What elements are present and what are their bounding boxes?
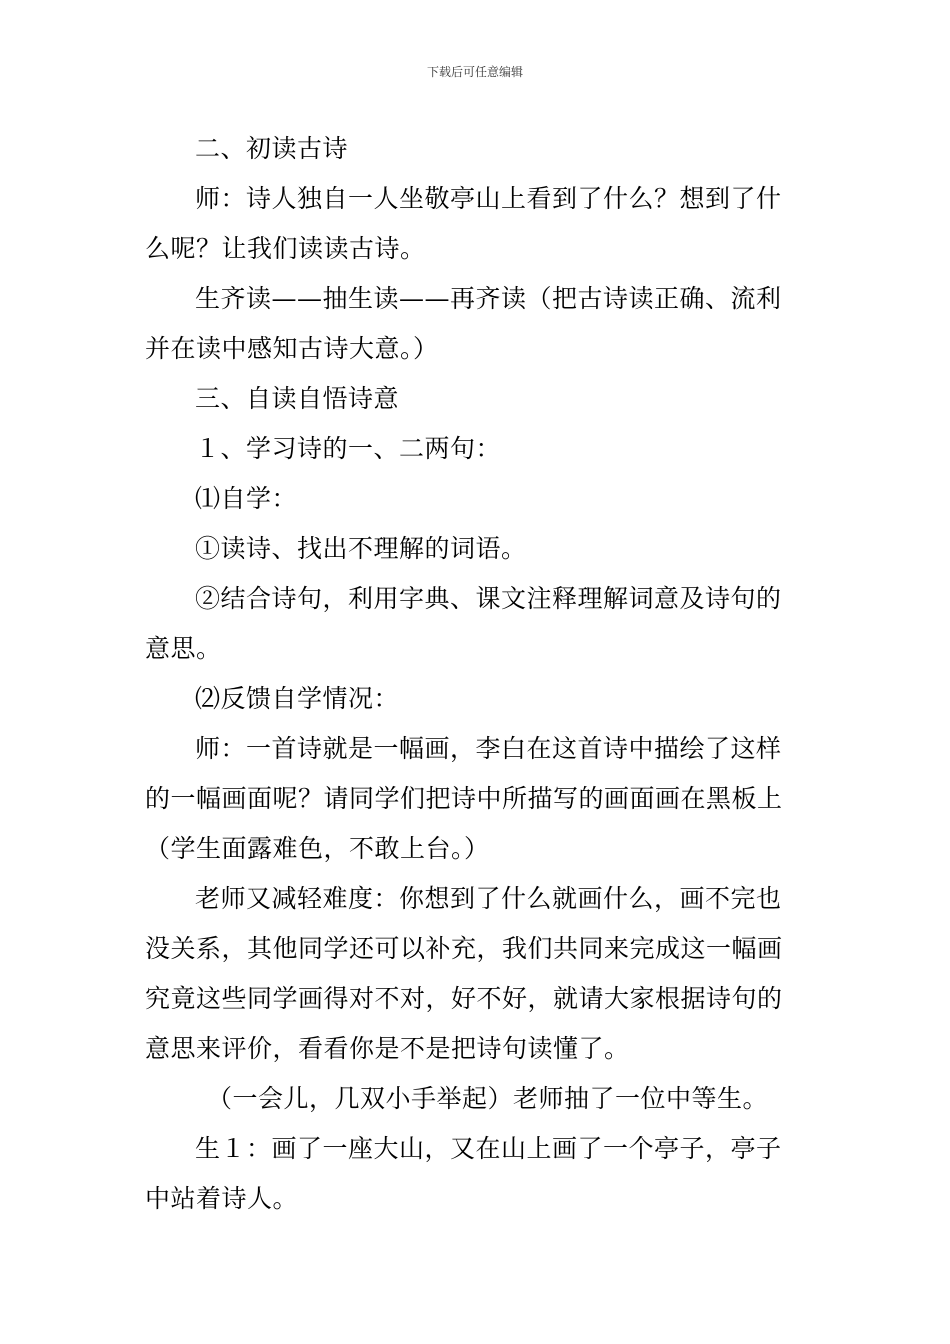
text-line: （一会儿，几双小手举起）老师抽了一位中等生。 xyxy=(207,1084,769,1113)
text-line: １、学习诗的一、二两句： xyxy=(195,434,502,463)
text-line: 师：诗人独自一人坐敬亭山上看到了什么？想到了什 xyxy=(195,184,782,213)
text-line: ⑴自学： xyxy=(195,484,298,513)
section-heading-3 xyxy=(145,374,805,424)
page-header: 下载后可任意编辑 xyxy=(426,65,523,79)
paragraph-reduce-difficulty xyxy=(145,874,805,1074)
item-read-poem xyxy=(145,524,805,574)
item-combine-verses xyxy=(145,574,805,674)
section-heading-2 xyxy=(145,124,805,174)
text-line: 老师又减轻难度：你想到了什么就画什么，画不完也 xyxy=(195,884,782,913)
text-line: 究竟这些同学画得对不对，好不好，就请大家根据诗句的 xyxy=(145,984,783,1013)
text-line: 生齐读——抽生读——再齐读（把古诗读正确、流利 xyxy=(195,284,782,313)
paragraph-student-one xyxy=(145,1124,805,1224)
text-line: ⑵反馈自学情况： xyxy=(195,684,400,713)
subsection-heading-1 xyxy=(145,424,805,474)
paragraph-poem-as-painting xyxy=(145,724,805,874)
item-feedback xyxy=(145,674,805,724)
text-line: 么呢？让我们读读古诗。 xyxy=(145,234,426,263)
text-line: （学生面露难色，不敢上台。） xyxy=(145,834,490,863)
text-line: 意思。 xyxy=(145,634,222,663)
text-line: 中站着诗人。 xyxy=(145,1184,299,1213)
text-line: 师：一首诗就是一幅画，李白在这首诗中描绘了这样 xyxy=(195,734,782,763)
item-self-study xyxy=(145,474,805,524)
text-line: 三、自读自悟诗意 xyxy=(195,384,400,413)
paragraph-reading-steps xyxy=(145,274,805,374)
text-line: ①读诗、找出不理解的词语。 xyxy=(195,534,527,563)
paragraph-hands-raised xyxy=(145,1074,805,1124)
text-line: 的一幅画面呢？请同学们把诗中所描写的画面画在黑板上 xyxy=(145,784,783,813)
text-line: 没关系，其他同学还可以补充，我们共同来完成这一幅画 xyxy=(145,934,783,963)
text-line: ②结合诗句，利用字典、课文注释理解词意及诗句的 xyxy=(195,584,782,613)
text-line: 并在读中感知古诗大意。） xyxy=(145,334,439,363)
text-line: 生１：画了一座大山，又在山上画了一个亭子，亭子 xyxy=(195,1134,782,1163)
text-line: 二、初读古诗 xyxy=(195,134,349,163)
paragraph-teacher-intro xyxy=(145,174,805,274)
text-line: 意思来评价，看看你是不是把诗句读懂了。 xyxy=(145,1034,630,1063)
